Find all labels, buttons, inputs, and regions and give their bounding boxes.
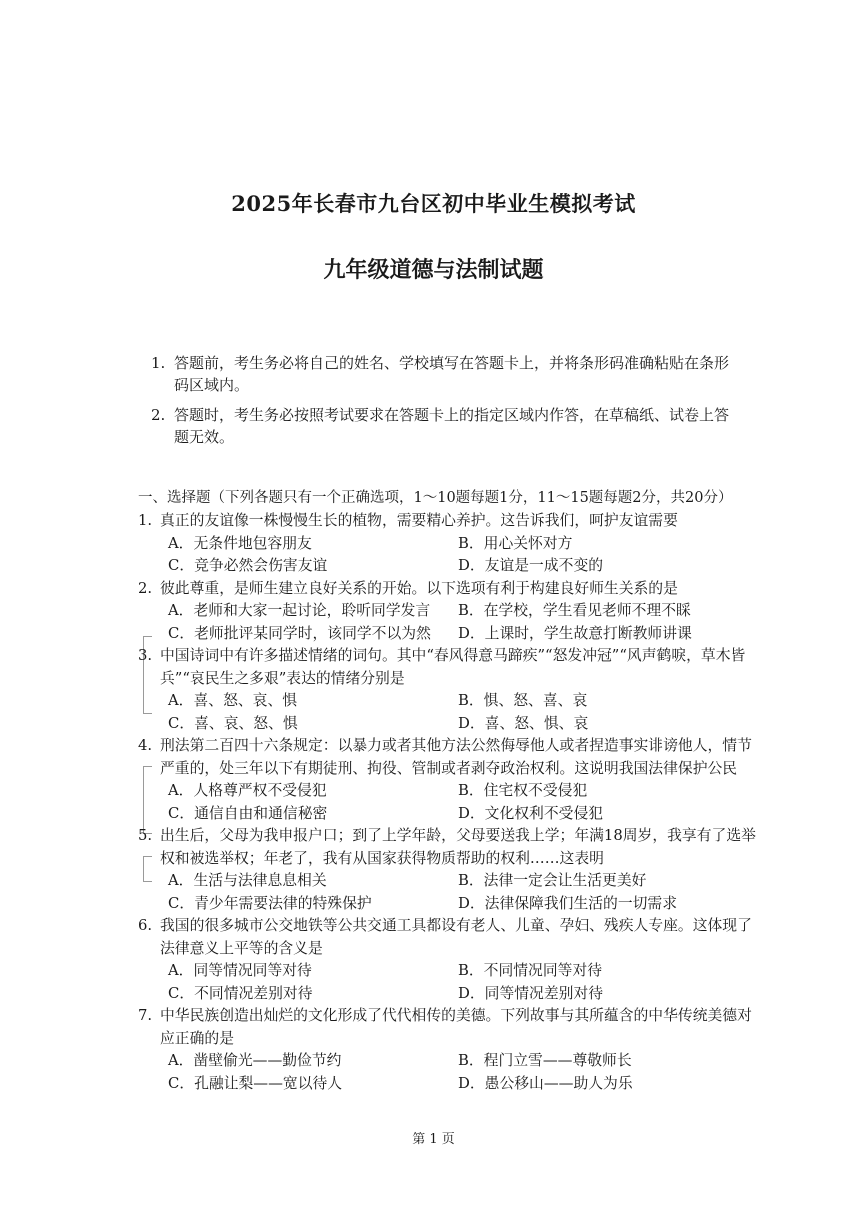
option-c: C．孔融让梨——宽以待人 [168, 1074, 343, 1092]
option-a: A．凿壁偷光——勤俭节约 [168, 1052, 342, 1069]
question-number: 3. [138, 647, 153, 664]
question [138, 578, 758, 646]
option-d: D．上课时，学生故意打断教师讲课 [458, 624, 692, 642]
option-a: A．喜、怒、哀、惧 [168, 692, 298, 709]
question-number: 1. [138, 512, 153, 529]
option-d: D．友谊是一成不变的 [458, 557, 604, 574]
exam-title: 2025年长春市九台区初中毕业生模拟考试 [231, 191, 636, 216]
page-number: 第 1 页 [412, 1132, 455, 1147]
option-a: A．人格尊严权不受侵犯 [168, 782, 327, 799]
question-stem: 中华民族创造出灿烂的文化形成了代代相传的美德。下列故事与其所蕴含的中华传统美德对应正确的是 [160, 1007, 752, 1047]
question-number: 5. [138, 827, 153, 844]
question [138, 735, 758, 825]
instructions [151, 352, 741, 456]
option-c: C．青少年需要法律的特殊保护 [168, 894, 372, 912]
question [138, 645, 758, 735]
option-b: B．住宅权不受侵犯 [458, 782, 588, 799]
question-stem: 中国诗词中有许多描述情绪的词句。其中“春风得意马蹄疾”“怒发冲冠”“风声鹤唳，草木皆兵”“哀民生之多艰”表达的情绪分别是 [160, 647, 746, 687]
question-number: 7. [138, 1007, 153, 1024]
question [138, 825, 758, 915]
option-c: C．老师批评某同学时，该同学不以为然 [168, 624, 431, 642]
question-number: 6. [138, 917, 153, 934]
option-a: A．生活与法律息息相关 [168, 872, 327, 889]
instruction-item [151, 404, 741, 448]
question-stem: 我国的很多城市公交地铁等公共交通工具都设有老人、儿童、孕妇、残疾人专座。这体现了法律意义上平等的含义是 [160, 917, 752, 957]
option-a: A．老师和大家一起讨论，聆听同学发言 [168, 602, 431, 619]
option-c: C．喜、哀、怒、惧 [168, 714, 298, 732]
option-b: B．程门立雪——尊敬师长 [458, 1052, 632, 1069]
instruction-text: 答题时，考生务必按照考试要求在答题卡上的指定区域内作答，在草稿纸、试卷上答题无效。 [174, 406, 730, 446]
question-stem: 彼此尊重，是师生建立良好关系的开始。以下选项有利于构建良好师生关系的是 [160, 579, 678, 597]
instruction-number: 2. [151, 406, 166, 424]
question [138, 510, 758, 578]
option-b: B．不同情况同等对待 [458, 962, 603, 979]
question [138, 1005, 758, 1095]
option-c: C．不同情况差别对待 [168, 984, 313, 1002]
option-a: A．同等情况同等对待 [168, 962, 312, 979]
option-d: D．喜、怒、惧、哀 [458, 714, 589, 732]
option-d: D．同等情况差别对待 [458, 984, 604, 1002]
question-list [138, 510, 758, 1095]
option-c: C．竞争必然会伤害友谊 [168, 557, 328, 574]
section-heading: 一、选择题（下列各题只有一个正确选项，1～10题每题1分，11～15题每题2分，共20分） [138, 490, 733, 506]
question [138, 915, 758, 1005]
question-stem: 刑法第二百四十六条规定：以暴力或者其他方法公然侮辱他人或者捏造事实诽谤他人，情节严重的，处三年以下有期徒刑、拘役、管制或者剥夺政治权利。这说明我国法律保护公民 [160, 737, 752, 777]
option-c: C．通信自由和通信秘密 [168, 804, 328, 822]
option-d: D．愚公移山——助人为乐 [458, 1074, 633, 1092]
option-b: B．在学校，学生看见老师不理不睬 [458, 602, 691, 619]
option-a: A．无条件地包容朋友 [168, 534, 312, 552]
option-b: B．法律一定会让生活更美好 [458, 872, 647, 889]
question-number: 4. [138, 737, 153, 754]
instruction-item [151, 352, 741, 396]
option-d: D．法律保障我们生活的一切需求 [458, 894, 678, 912]
instruction-text: 答题前，考生务必将自己的姓名、学校填写在答题卡上，并将条形码准确粘贴在条形码区域内。 [174, 354, 730, 394]
question-number: 2. [138, 579, 153, 597]
question-stem: 真正的友谊像一株慢慢生长的植物，需要精心养护。这告诉我们，呵护友谊需要 [160, 512, 678, 529]
option-d: D．文化权利不受侵犯 [458, 804, 604, 822]
option-b: B．用心关怀对方 [458, 534, 573, 552]
instruction-number: 1. [151, 354, 166, 372]
exam-subtitle: 九年级道德与法制试题 [323, 257, 544, 283]
question-stem: 出生后，父母为我申报户口；到了上学年龄，父母要送我上学；年满18周岁，我享有了选举权和被选举权；年老了，我有从国家获得物质帮助的权利……这表明 [160, 827, 756, 867]
option-b: B．惧、怒、喜、哀 [458, 692, 588, 709]
